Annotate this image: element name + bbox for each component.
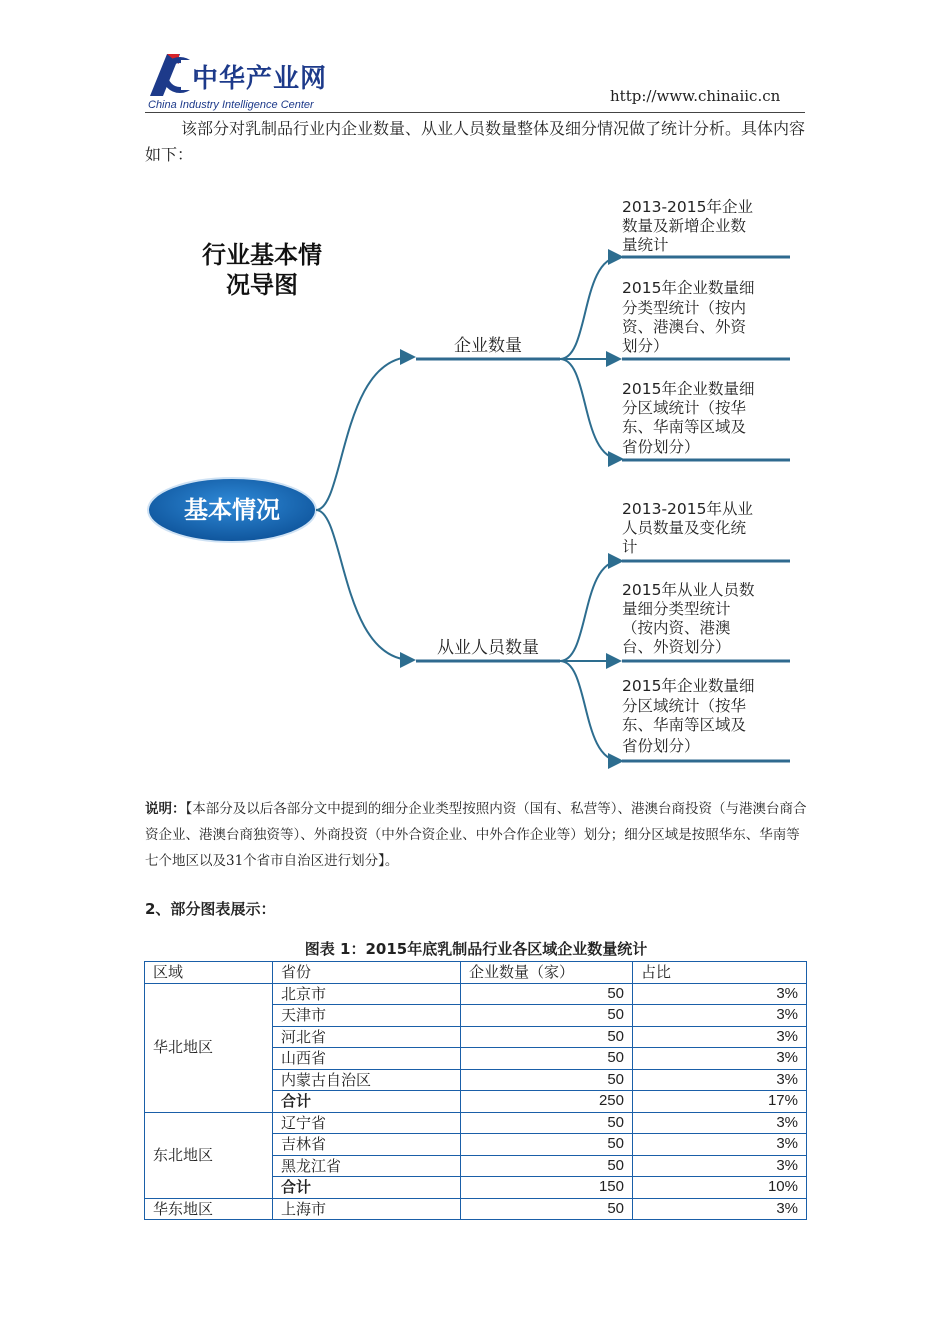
- leaf-text: 量细分类型统计: [622, 600, 731, 618]
- share-cell: 3%: [633, 1112, 807, 1134]
- count-cell: 50: [461, 1155, 633, 1177]
- region-cell: 华东地区: [145, 1198, 273, 1220]
- logo-chinese-name: 中华产业网: [192, 64, 328, 94]
- column-header: 区域: [145, 962, 273, 984]
- region-cell: 华北地区: [145, 983, 273, 1112]
- leaf-text: 分区域统计（按华: [622, 697, 747, 715]
- leaf-text: 划分）: [622, 337, 669, 355]
- leaf-text: 分类型统计（按内: [622, 299, 747, 317]
- count-cell: 50: [461, 1026, 633, 1048]
- table-caption: 图表 1：2015年底乳制品行业各区域企业数量统计: [304, 940, 648, 958]
- leaf-text: 分区域统计（按华: [622, 399, 747, 417]
- region-enterprise-table: [144, 961, 807, 1220]
- leaf-text: 省份划分）: [622, 438, 700, 456]
- subtotal-label: 合计: [273, 1177, 461, 1199]
- share-cell: 3%: [633, 1069, 807, 1091]
- connector-branch1-leaf1: [560, 257, 620, 359]
- table-row: [145, 983, 807, 1005]
- leaf-text: 量统计: [622, 236, 669, 254]
- province-cell: 黑龙江省: [273, 1155, 461, 1177]
- note-label: 说明：: [145, 801, 186, 817]
- count-cell: 50: [461, 1198, 633, 1220]
- leaf-text: 资、港澳台、外资: [622, 318, 747, 336]
- connector-root-branch2: [316, 510, 412, 660]
- province-cell: 吉林省: [273, 1134, 461, 1156]
- header-divider: [145, 112, 805, 113]
- branch2-leaves: [622, 499, 755, 755]
- table-row: [145, 1198, 807, 1220]
- branch1-leaves: [622, 197, 754, 456]
- column-header: 企业数量（家）: [461, 962, 633, 984]
- map-title: [202, 241, 322, 299]
- subtotal-count: 250: [461, 1091, 633, 1113]
- province-cell: 北京市: [273, 983, 461, 1005]
- count-cell: 50: [461, 1005, 633, 1027]
- share-cell: 3%: [633, 1026, 807, 1048]
- branch2-label: 从业人员数量: [437, 638, 539, 658]
- subtotal-share: 17%: [633, 1091, 807, 1113]
- industry-mind-map: [140, 185, 820, 775]
- explanation-note: [145, 796, 807, 874]
- intro-paragraph: 该部分对乳制品行业内企业数量、从业人员数量整体及细分情况做了统计分析。具体内容如下：: [145, 119, 806, 164]
- count-cell: 50: [461, 983, 633, 1005]
- province-cell: 河北省: [273, 1026, 461, 1048]
- leaf-text: （按内资、港澳: [622, 619, 731, 637]
- province-cell: 辽宁省: [273, 1112, 461, 1134]
- province-cell: 山西省: [273, 1048, 461, 1070]
- connector-branch2-leaf3: [560, 661, 620, 761]
- leaf-text: 省份划分）: [622, 737, 700, 755]
- connector-branch2-leaf1: [560, 561, 620, 661]
- region-cell: 东北地区: [145, 1112, 273, 1198]
- share-cell: 3%: [633, 983, 807, 1005]
- leaf-text: 数量及新增企业数: [622, 217, 747, 235]
- leaf-text: 2015年企业数量细: [622, 677, 755, 695]
- leaf-text: 东、华南等区域及: [622, 716, 747, 734]
- subtotal-count: 150: [461, 1177, 633, 1199]
- leaf-text: 2015年从业人员数: [622, 581, 755, 599]
- connector-root-branch1: [316, 357, 412, 510]
- note-text: 【本部分及以后各部分文中提到的细分企业类型按照内资（国有、私营等）、港澳台商投资（与港澳台商合资企业、港澳台商独资等）、外商投资（中外合资企业、中外合作企业等）划分；细分区域是按照华东、华南等七个地区以及31个省市自治区进行划分】。: [145, 801, 807, 869]
- leaf-text: 2015年企业数量细: [622, 279, 755, 297]
- branch1-label: 企业数量: [454, 336, 522, 356]
- share-cell: 3%: [633, 1048, 807, 1070]
- subtotal-share: 10%: [633, 1177, 807, 1199]
- column-header: 省份: [273, 962, 461, 984]
- count-cell: 50: [461, 1069, 633, 1091]
- leaf-text: 2013-2015年企业: [622, 198, 753, 216]
- province-cell: 上海市: [273, 1198, 461, 1220]
- root-label: 基本情况: [184, 496, 280, 524]
- share-cell: 3%: [633, 1005, 807, 1027]
- province-cell: 内蒙古自治区: [273, 1069, 461, 1091]
- leaf-text: 台、外资划分）: [622, 638, 731, 656]
- column-header: 占比: [633, 962, 807, 984]
- count-cell: 50: [461, 1112, 633, 1134]
- share-cell: 3%: [633, 1134, 807, 1156]
- share-cell: 3%: [633, 1198, 807, 1220]
- province-cell: 天津市: [273, 1005, 461, 1027]
- leaf-text: 人员数量及变化统: [622, 519, 747, 537]
- subtotal-label: 合计: [273, 1091, 461, 1113]
- map-title-line1: 行业基本情: [202, 241, 322, 269]
- logo-english-name: China Industry Intelligence Center: [148, 99, 314, 111]
- leaf-text: 计: [622, 538, 638, 556]
- table-header-row: [145, 962, 807, 984]
- leaf-text: 东、华南等区域及: [622, 418, 747, 436]
- count-cell: 50: [461, 1048, 633, 1070]
- site-url[interactable]: http://www.chinaiic.cn: [610, 87, 781, 105]
- leaf-text: 2013-2015年从业: [622, 500, 753, 518]
- share-cell: 3%: [633, 1155, 807, 1177]
- table-row: [145, 1112, 807, 1134]
- leaf-text: 2015年企业数量细: [622, 380, 755, 398]
- count-cell: 50: [461, 1134, 633, 1156]
- section-title: 2、部分图表展示：: [145, 900, 276, 918]
- map-title-line2: 况导图: [226, 271, 298, 299]
- connector-branch1-leaf3: [560, 359, 620, 459]
